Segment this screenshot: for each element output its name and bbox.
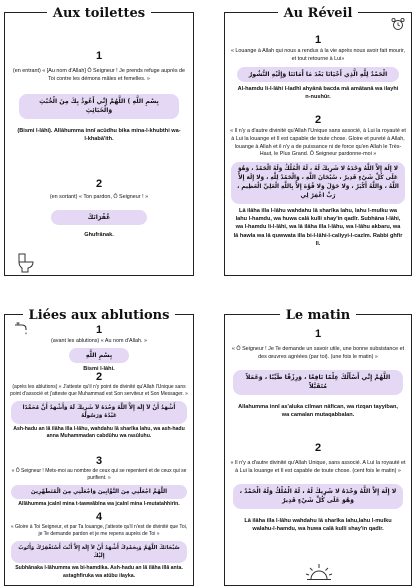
- dua-number: 4: [95, 511, 103, 523]
- dua-transliteration: Bismi l-lâhi.: [83, 366, 115, 373]
- dua-context: « Il n'y a d'autre divinité qu'Allah l'Unique sans associé, à Lui la royauté et à Lui la louange et Il est capable de toute chose. Gloire et pureté à Allah, louange à Allah et il n'y a de puissance ni de force qu'en Allah le Très-Haut, le Plus Grand. Ô Seigneur pardonne-moi »: [230, 128, 406, 158]
- dua-arabic: اللَّهُمَّ إِنِّي أَسْأَلُكَ عِلْمًا نَافِعًا ، وَرِزْقًا طَيِّبًا ، وَعَمَلاً مُتَقَبَّلاً: [233, 370, 403, 395]
- dua-number: 1: [314, 328, 322, 340]
- dua-context: (après les ablutions) « J'atteste qu'il n'y point de divinité qu'Allah l'Unique sans point d'associé et j'atteste que Muhammad est Son serviteur et Son Messager. »: [10, 384, 188, 398]
- dua-section-1: [229, 31, 407, 103]
- dua-transliteration: Al-hamdu li-l-lâhi l-ladhî ahyânâ bacda mâ amâtanâ wa ilayhi n-nushûr.: [237, 86, 399, 101]
- toilet-icon: [17, 253, 35, 273]
- dua-transliteration: Allahumma innî as'aluka cilman nâfican, wa rizqan tayyiban, wa camalan mutaqabbalan.: [238, 403, 398, 418]
- dua-context: (en sortant) « Ton pardon, Ô Seigneur ! »: [49, 194, 149, 200]
- dua-arabic: لا إِلَهَ إِلاَّ اللَّهُ وَحْدَهُ لا شَرِيكَ لَهُ ، لَهُ الْمُلْكُ وَلَهُ الْحَمْدُ ، وَهُوَ عَلَى كُلِّ شَيْءٍ قَدِيرٌ: [233, 484, 403, 509]
- dua-context: (avant les ablutions) « Au nom d'Allah. »: [50, 338, 148, 344]
- dua-number: 2: [95, 371, 103, 383]
- dua-arabic: سُبْحَانَكَ اللَّهُمَّ وَبِحَمْدِكَ أَشْهَدُ أَنْ لاَ إِلَهَ إِلاَّ أَنْتَ أَسْتَغْفِرُكَ وَأَتُوبُ إِلَيْكَ: [11, 541, 187, 564]
- dua-arabic: لا إِلَهَ إِلاَّ اللَّهُ وَحْدَهُ لا شَرِيكَ لَهُ ، لَهُ الْمُلْكُ وَلَهُ الْحَمْدُ ، وَهُوَ عَلَى كُلِّ شَيْءٍ قَدِيرٌ ، سُبْحَانَ اللَّهِ ، وَالْحَمْدُ لِلَّهِ ، وَلا إِلَهَ إِلاَّ اللَّهُ ، وَاللَّهُ أَكْبَرُ ، وَلا حَوْلَ وَلا قُوَّةَ إِلاَّ بِاللَّهِ الْعَلِيِّ الْعَظِيمِ ، رَبِّ اغْفِرْ لِي: [231, 162, 405, 204]
- dua-number: 2: [314, 114, 322, 126]
- dua-arabic: بِسْمِ اللَّهِ ) اللَّهُمَّ إِنِّي أَعُوذُ بِكَ مِنَ الْخُبُثِ وَالْخَبَائِثِ: [19, 94, 179, 119]
- dua-section-1: [9, 321, 189, 375]
- card-title: Aux toilettes: [47, 6, 151, 21]
- card-ablutions: [4, 308, 194, 586]
- dua-section-2: [9, 371, 189, 442]
- alarm-clock-icon: [391, 17, 405, 31]
- dua-number: 3: [95, 455, 103, 467]
- dua-arabic: اللَّهُمَّ اجْعَلْنِي مِنَ التَّوَّابِينَ وَاجْعَلْنِي مِنَ الْمُتَطَهِّرِينَ: [11, 485, 187, 500]
- dua-arabic: بِسْمِ اللَّهِ: [69, 348, 129, 364]
- dua-number: 2: [95, 178, 103, 190]
- dua-transliteration: Lâ ilâha illa l-lâhu wahdahu lâ sharîka lahu, lahu l-mulku wa lahu l-hamdu, wa huwa calâ kulli shay'in qadîr. Subhâna l-lâhi, wa l-hamdu li-l-lâhi, wa lâ ilâha illa l-lâhu, wa l-lâhu akbaru, wa lâ hawla wa lâ quwwata illa bi-l-lâhi-l-caliyyi-l-cazîm. Rabbi ghfir lî.: [233, 208, 403, 247]
- card-toilettes: [4, 6, 194, 276]
- dua-arabic: الْحَمْدُ لِلَّهِ الَّذِي أَحْيَانَا بَعْدَ مَا أَمَاتَنَا وَإِلَيْهِ النُّشُورُ: [237, 67, 399, 83]
- dua-number: 1: [95, 50, 103, 62]
- dua-context: « Gloire à Toi Seigneur, et par Ta louange, j'atteste qu'il n'est de divinité que Toi, je Te demande pardon et je me repens auprès de Toi »: [10, 524, 188, 538]
- dua-number: 1: [95, 324, 103, 336]
- card-title: Liées aux ablutions: [23, 308, 176, 323]
- card-title: Le matin: [280, 308, 357, 323]
- card-reveil: [224, 6, 412, 276]
- dua-number: 1: [314, 34, 322, 46]
- dua-section-1: [229, 325, 407, 421]
- dua-transliteration: (Bismi l-lâhi). Allâhumma innî acûdhu bika mina-l-khubthi wa-l-khabâ'ith.: [17, 127, 181, 142]
- dua-transliteration: Lâ ilâha illa l-lâhu wahdahu lâ sharîka lahu,lahu l-mulku walahu-l-hamdu, wa huwa calâ kulli shay'in qadîr.: [244, 517, 392, 532]
- dua-transliteration: Ghufrânak.: [84, 232, 114, 239]
- dua-section-2: [229, 111, 407, 250]
- dua-arabic: أَشْهَدُ أَنْ لاَ إِلَهَ إِلاَّ اللَّهُ وَحْدَهُ لاَ شَرِيكَ لَهُ وَأَشْهَدُ أَنَّ مُحَمَّدًا عَبْدُهُ وَرَسُولُهُ: [11, 401, 187, 424]
- sunrise-icon: [305, 563, 333, 581]
- dua-number: 2: [314, 442, 322, 454]
- dua-section-1: [11, 47, 187, 145]
- dua-transliteration: Allâhumma jcalnî mina t-tawwâbîna wa jcalnî mina l-mutatahhirîn.: [18, 501, 180, 508]
- dua-section-2: [229, 439, 407, 535]
- dua-section-2: [11, 175, 187, 242]
- dua-context: « Ô Seigneur ! Je Te demande un savoir utile, une bonne subsistance et des œuvres agréées (par toi). (une fois le matin) »: [231, 346, 405, 360]
- dua-arabic: غُفْرَانَكَ: [51, 210, 147, 226]
- dua-section-3: [9, 455, 189, 510]
- card-matin: [224, 308, 412, 586]
- dua-transliteration: Subhânaka l-lâhumma wa bi-hamdika. Ash-hadu an lâ ilâha illâ anta. astaghfiruka wa atûbu ilayka.: [15, 565, 183, 579]
- dua-context: « Ô Seigneur ! Mets-moi au nombre de ceux qui se repentent et de ceux qui se purifient. »: [11, 468, 187, 482]
- dua-context: « Il n'y a d'autre divinité qu'Allah Unique, sans associé. A Lui la royauté et à Lui la louange et Il est capable de toute chose. (cent fois le matin) »: [230, 460, 406, 474]
- card-title: Au Réveil: [278, 6, 359, 21]
- dua-section-4: [9, 511, 189, 581]
- dua-transliteration: Ash-hadu an lâ ilâha illa l-lâhu, wahdahu lâ sharîka lahu, wa ash-hadu anna Muhammadan cabdûhu wa rasûluhu.: [13, 425, 185, 440]
- dua-context: « Louange à Allah qui nous a rendus à la vie après nous avoir fait mourir, et tout retourne à Lui»: [230, 48, 406, 62]
- dua-context: (en entrant) « [Au nom d'Allah] Ô Seigneur ! Je prends refuge auprès de Toi contre les démons mâles et femelles. »: [12, 68, 186, 82]
